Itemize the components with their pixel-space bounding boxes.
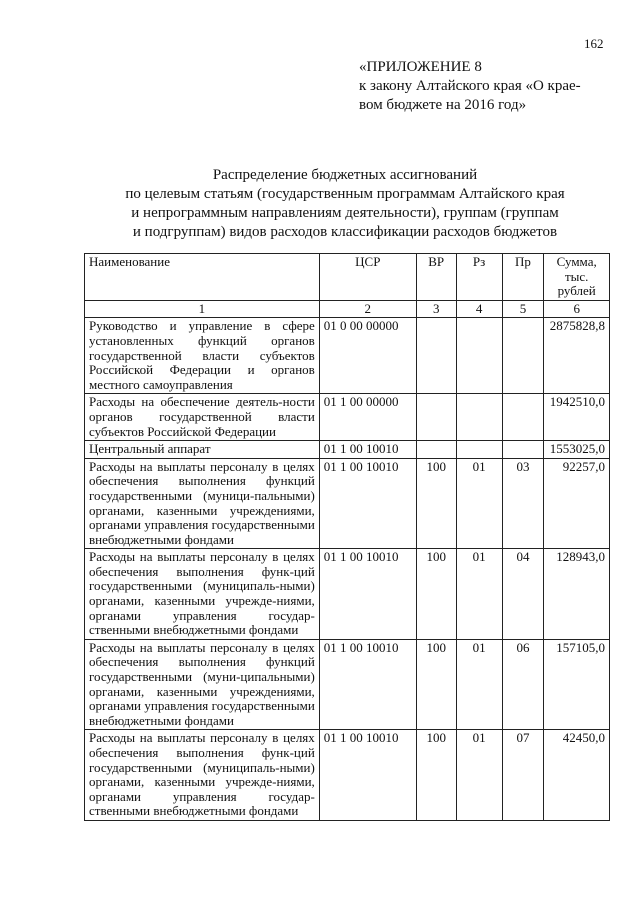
cell-pr: 04 <box>502 549 544 640</box>
title-line: по целевым статьям (государственным программам Алтайского края <box>125 186 565 202</box>
cell-csr: 01 1 00 10010 <box>319 730 416 821</box>
annex-line: «ПРИЛОЖЕНИЕ 8 <box>359 59 482 75</box>
cell-pr <box>502 394 544 441</box>
cell-pr: 03 <box>502 458 544 549</box>
cell-sum: 1942510,0 <box>544 394 610 441</box>
table-row <box>85 549 610 640</box>
cell-pr <box>502 318 544 394</box>
title-line: и подгруппам) видов расходов классификации расходов бюджетов <box>132 224 558 240</box>
annex-header <box>359 58 581 115</box>
cell-vr: 100 <box>416 639 456 730</box>
cell-sum: 1553025,0 <box>544 441 610 459</box>
cell-vr: 100 <box>416 730 456 821</box>
budget-table <box>84 253 610 821</box>
cell-rz: 01 <box>456 639 502 730</box>
cell-csr: 01 0 00 00000 <box>319 318 416 394</box>
annex-line: вом бюджете на 2016 год» <box>359 97 527 113</box>
cell-rz <box>456 318 502 394</box>
cell-name: Расходы на выплаты персоналу в целях обеспечения выполнения функ-ций государственными (муниципаль-ными) органами, казенными учрежде-ниями, органами управления государ-ственными внебюджетными фондами <box>85 549 320 640</box>
cell-sum: 157105,0 <box>544 639 610 730</box>
page-number: 162 <box>584 36 604 51</box>
cell-name: Расходы на выплаты персоналу в целях обеспечения выполнения функций государственными (муни-ципальными) органами, казенными учреждениями, органами управления государственными внебюджетными фондами <box>85 639 320 730</box>
cell-rz <box>456 441 502 459</box>
cell-csr: 01 1 00 10010 <box>319 441 416 459</box>
header-rz: Рз <box>456 254 502 301</box>
title-line: и непрограммным направлениям деятельности), группам (группам <box>131 205 559 221</box>
cell-sum: 128943,0 <box>544 549 610 640</box>
column-number: 2 <box>319 300 416 318</box>
cell-name: Центральный аппарат <box>85 441 320 459</box>
column-number: 1 <box>85 300 320 318</box>
table-row <box>85 730 610 821</box>
cell-pr: 07 <box>502 730 544 821</box>
cell-vr <box>416 318 456 394</box>
header-name: Наименование <box>85 254 320 301</box>
cell-csr: 01 1 00 10010 <box>319 549 416 640</box>
cell-vr: 100 <box>416 458 456 549</box>
cell-vr <box>416 394 456 441</box>
column-number: 6 <box>544 300 610 318</box>
cell-sum: 2875828,8 <box>544 318 610 394</box>
cell-pr <box>502 441 544 459</box>
column-number-row <box>85 300 610 318</box>
cell-name: Расходы на обеспечение деятель-ности органов государственной власти субъектов Российской Федерации <box>85 394 320 441</box>
annex-line: к закону Алтайского края «О крае- <box>359 78 581 94</box>
cell-rz: 01 <box>456 730 502 821</box>
title-line: Распределение бюджетных ассигнований <box>212 167 478 183</box>
column-number: 4 <box>456 300 502 318</box>
table-row <box>85 458 610 549</box>
cell-rz <box>456 394 502 441</box>
cell-name: Расходы на выплаты персоналу в целях обеспечения выполнения функ-ций государственными (муниципаль-ными) органами, казенными учрежде-ниями, органами управления государ-ственными внебюджетными фондами <box>85 730 320 821</box>
cell-vr: 100 <box>416 549 456 640</box>
header-csr: ЦСР <box>319 254 416 301</box>
cell-csr: 01 1 00 10010 <box>319 458 416 549</box>
column-number: 3 <box>416 300 456 318</box>
table-row <box>85 639 610 730</box>
table-row <box>85 318 610 394</box>
cell-rz: 01 <box>456 458 502 549</box>
cell-rz: 01 <box>456 549 502 640</box>
cell-vr <box>416 441 456 459</box>
document-title <box>80 166 610 242</box>
cell-csr: 01 1 00 10010 <box>319 639 416 730</box>
header-vr: ВР <box>416 254 456 301</box>
table-body <box>85 318 610 821</box>
column-number: 5 <box>502 300 544 318</box>
cell-name: Руководство и управление в сфере установленных функций органов государственной власти субъектов Российской Федерации и органов местного самоуправления <box>85 318 320 394</box>
cell-csr: 01 1 00 00000 <box>319 394 416 441</box>
header-sum: Сумма, тыс. рублей <box>544 254 610 301</box>
table-row <box>85 441 610 459</box>
cell-sum: 92257,0 <box>544 458 610 549</box>
header-pr: Пр <box>502 254 544 301</box>
table-row <box>85 394 610 441</box>
cell-name: Расходы на выплаты персоналу в целях обеспечения выполнения функций государственными (муници-пальными) органами, казенными учреждениями, органами управления государственными внебюджетными фондами <box>85 458 320 549</box>
cell-pr: 06 <box>502 639 544 730</box>
cell-sum: 42450,0 <box>544 730 610 821</box>
table-header-row <box>85 254 610 301</box>
